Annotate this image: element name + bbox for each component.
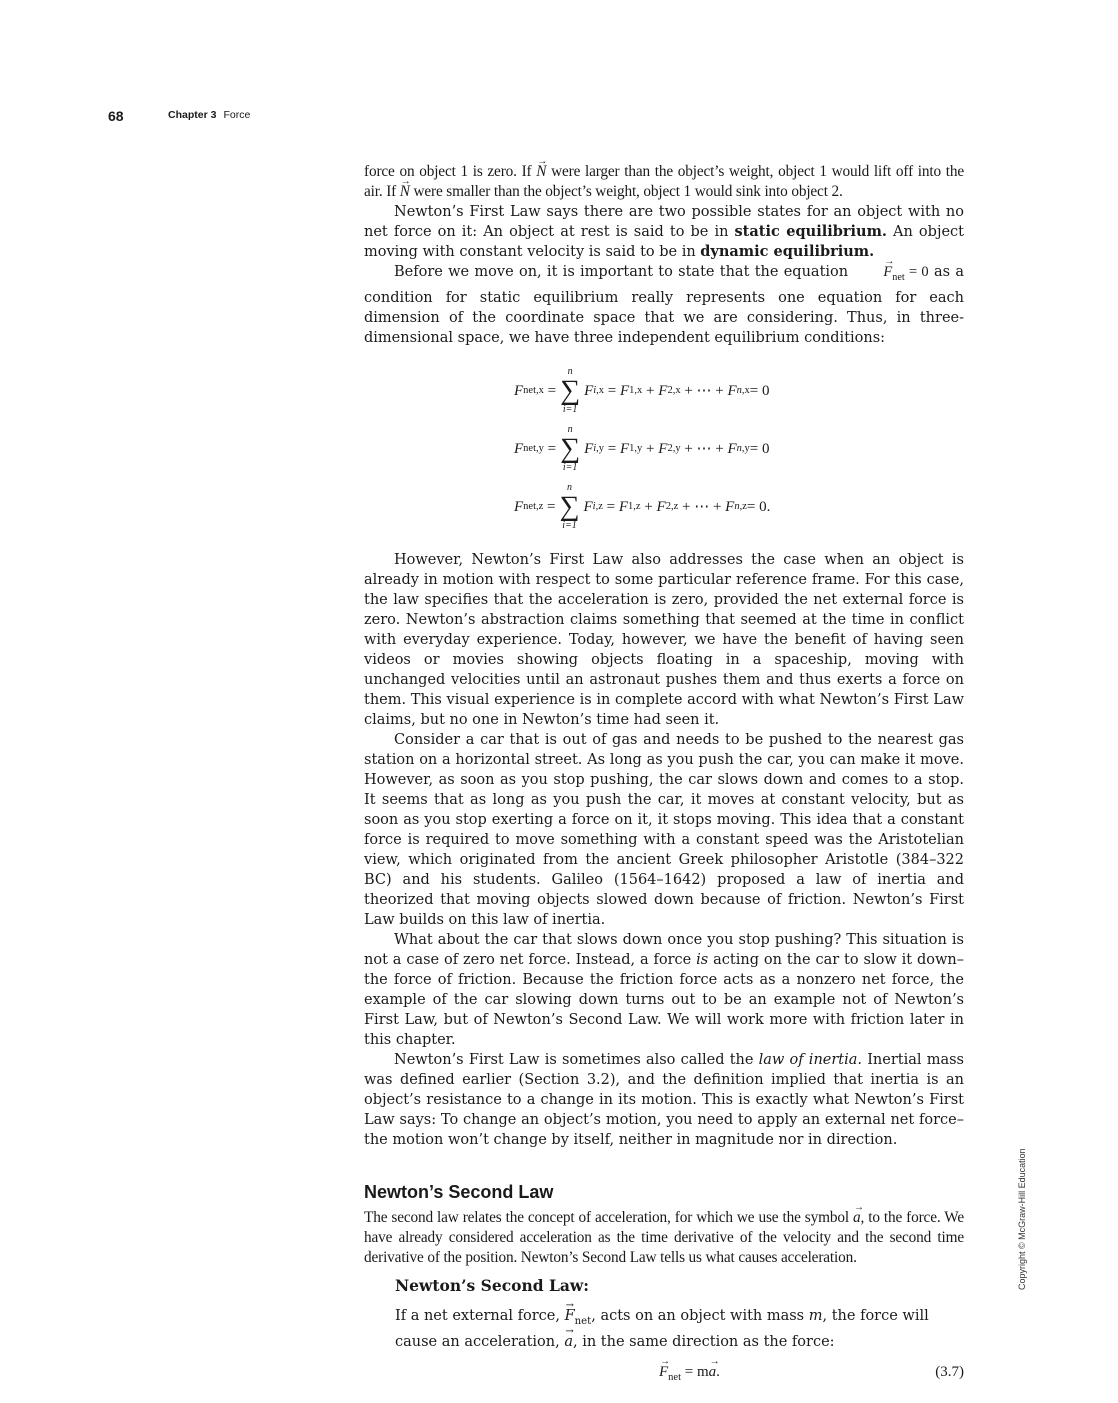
- main-column: [364, 162, 964, 1384]
- chapter-header: [168, 109, 250, 121]
- chapter-label: Chapter 3: [168, 109, 217, 121]
- equation-x: F net,x = n ∑ i=1 F i,x = F 1,x + F 2,x + ⋯ + F n,x = 0: [514, 365, 770, 415]
- paragraph-4: However, Newton’s First Law also addresses the case when an object is already in motion with respect to some particular reference frame. For this case, the law specifies that the acceleration is zero, provided the net external force is zero. Newton’s abstraction claims something that seemed at the time in conflict with everyday experience. Today, however, we have the benefit of having seen videos or movies showing objects floating in a spaceship, moving with unchanged velocities until an astronaut pushes them and thus exerts a force on them. This visual experience is in complete accord with what Newton’s First Law claims, but no one in Newton’s time had seen it.: [364, 551, 964, 728]
- paragraph-5: Consider a car that is out of gas and needs to be pushed to the nearest gas station on a horizontal street. As long as you push the car, you can make it move. However, as soon as you stop pushing, the car slows down and comes to a stop. It seems that as long as you push the car, it moves at constant velocity, but as soon as you stop exerting a force on it, it stops moving. This idea that a constant force is required to move something with a constant speed was the Aristotelian view, which originated from the ancient Greek philosopher Aristotle (384–322 BC) and his students. Galileo (1564–1642) proposed a law of inertia and theorized that moving objects slowed down because of friction. Newton’s First Law builds on this law of inertia.: [364, 731, 964, 928]
- copyright-notice: Copyright © McGraw-Hill Education: [1017, 1148, 1027, 1290]
- paragraph-7: Newton’s First Law is sometimes also called the law of inertia. Inertial mass was defined earlier (Section 3.2), and the definition implied that inertia is an object’s resistance to a change in its motion. This is exactly what Newton’s First Law says: To change an object’s motion, you need to apply an external net force–the motion won’t change by itself, neither in magnitude nor in direction.: [364, 1051, 964, 1148]
- equation-y: F net,y = n ∑ i=1 F i,y = F 1,y + F 2,y + ⋯ + F n,y = 0: [514, 423, 770, 473]
- equation-3-7: → $F_{net} = m\to a$. (3.7): [395, 1358, 964, 1384]
- page-number: 68: [108, 108, 124, 124]
- section-intro: The second law relates the concept of acceleration, for which we use the symbol → a, to the force. We have already considered acceleration as the time derivative of the velocity and the second time derivative of the position. Newton’s Second Law tells us what causes acceleration.: [364, 1208, 964, 1268]
- paragraph-6: What about the car that slows down once you stop pushing? This situation is not a case of zero net force. Instead, a force is acting on the car to slow it down–the force of friction. Because the friction force acts as a nonzero net force, the example of the car slowing down turns out to be an example not of Newton’s First Law, but of Newton’s Second Law. We will work more with friction later in this chapter.: [364, 931, 964, 1048]
- paragraph-1: force on object 1 is zero. If → N were larger than the object’s weight, object 1 would lift off into the air. If → N were smaller than the object’s weight, object 1 would sink into object 2.: [364, 162, 964, 202]
- equilibrium-equations: [364, 362, 964, 536]
- running-header: [108, 108, 251, 126]
- equation-number: (3.7): [935, 1363, 964, 1380]
- law-text: If a net external force, → $F_{net}$, acts on an object with mass m, the force will cause an acceleration, → a, in the same direction as the force:: [395, 1306, 964, 1352]
- law-statement: [395, 1276, 964, 1384]
- paragraph-2: Newton’s First Law says there are two possible states for an object with no net force on it: An object at rest is said to be in static equilibrium. An object moving with constant velocity is said to be in dynamic equilibrium.: [364, 204, 964, 260]
- law-title: Newton’s Second Law:: [395, 1275, 589, 1295]
- equation-z: F net,z = n ∑ i=1 F i,z = F 1,z + F 2,z + ⋯ + F n,z = 0.: [514, 481, 771, 531]
- section-heading: Newton’s Second Law: [364, 1181, 554, 1202]
- paragraph-3: Before we move on, it is important to state that the equation → $F_{net} = 0$ as a condition for static equilibrium really represents one equation for each dimension of the coordinate space that we are considering. Thus, in three-dimensional space, we have three independent equilibrium conditions:: [364, 262, 964, 348]
- chapter-title: Force: [223, 109, 251, 121]
